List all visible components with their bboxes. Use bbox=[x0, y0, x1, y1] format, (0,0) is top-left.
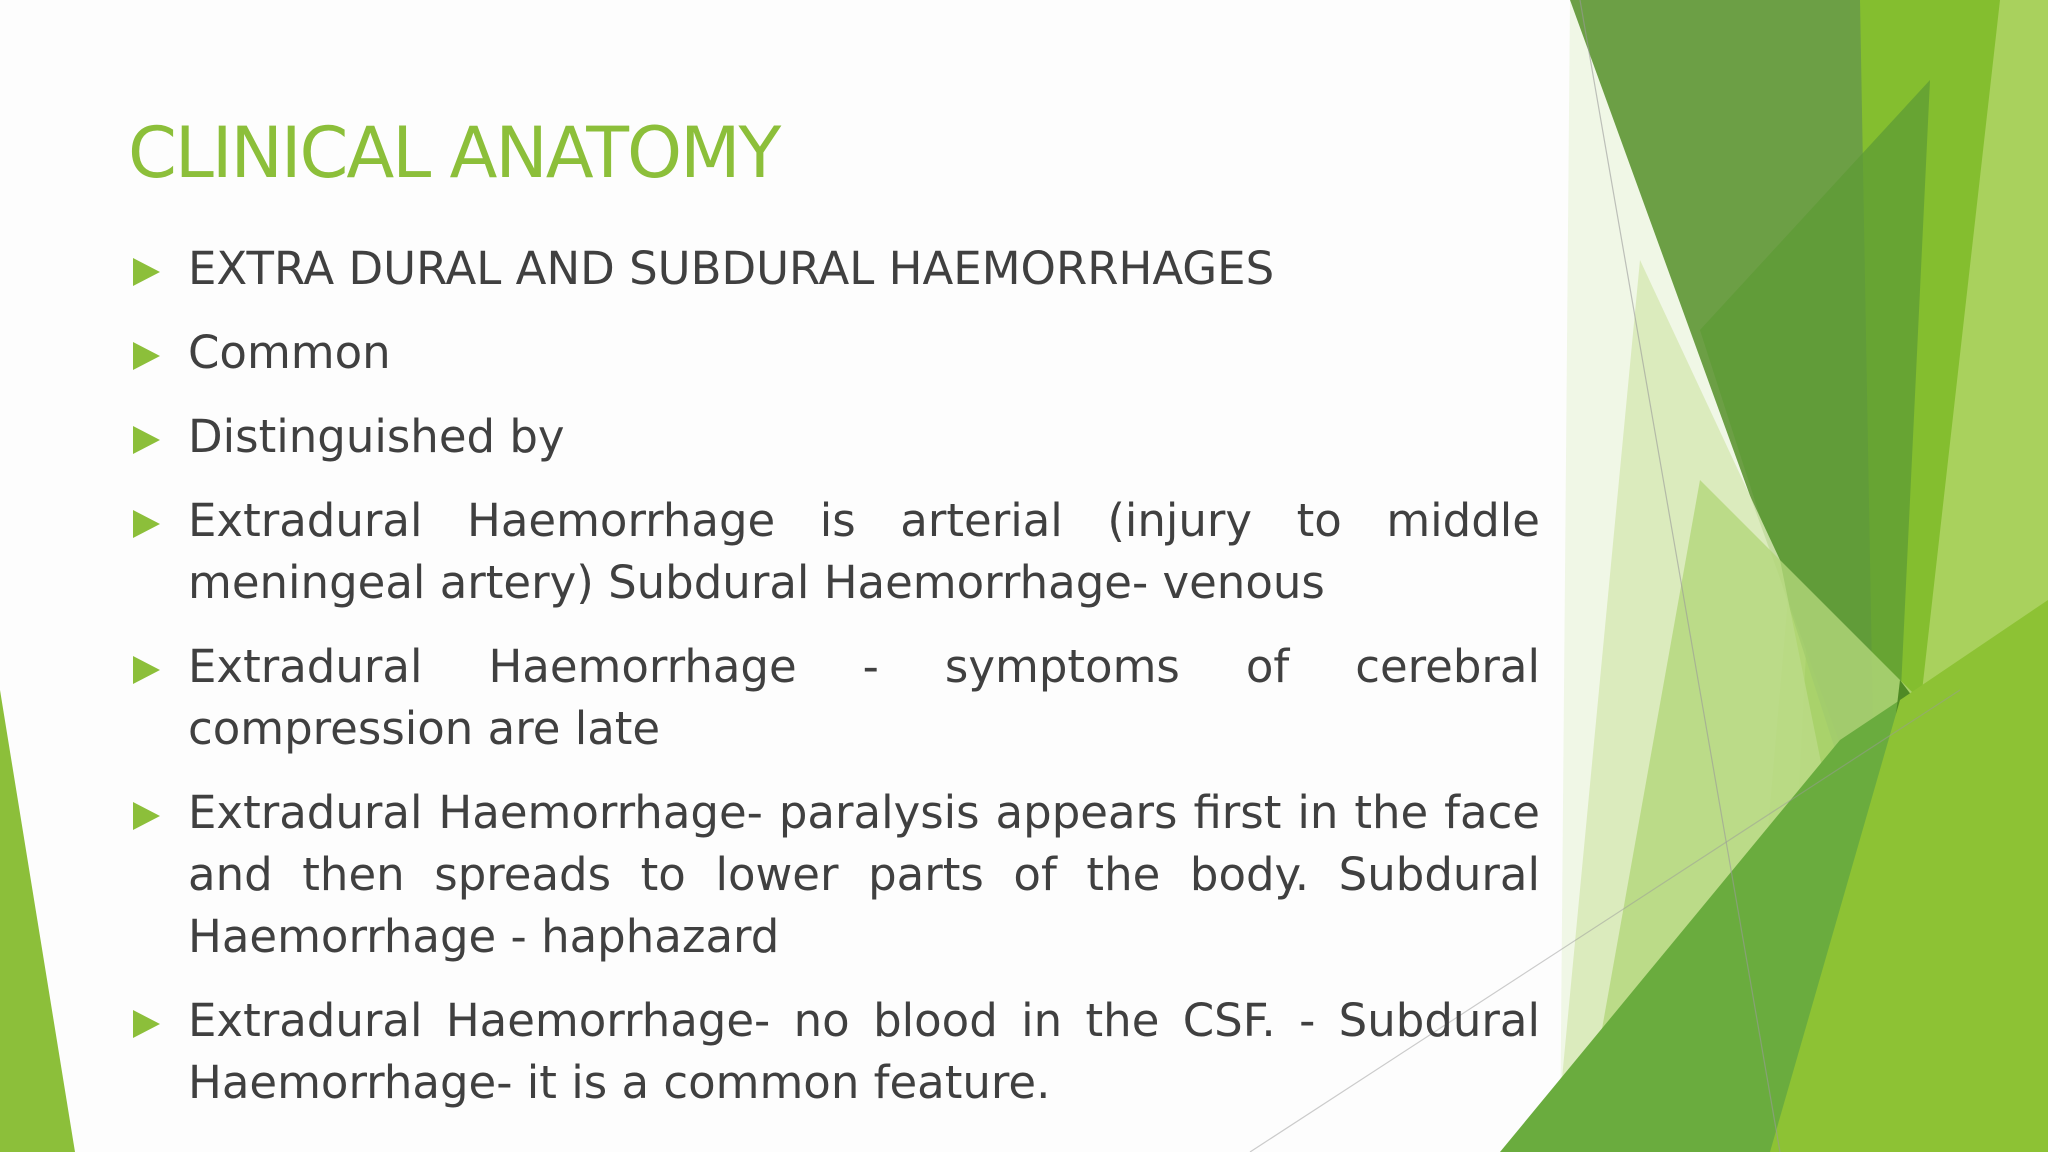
bullet-item bbox=[130, 322, 1540, 384]
bullet-text: Extradural Haemorrhage- paralysis appears first in the face and then spreads to lower parts of the body. Subdural Haemorrhage - haphazard bbox=[188, 786, 1540, 963]
bullet-item bbox=[130, 490, 1540, 614]
bullet-item bbox=[130, 406, 1540, 468]
bullet-text: Extradural Haemorrhage is arterial (injury to middle meningeal artery) Subdural Haemorrhage- venous bbox=[188, 494, 1540, 609]
bullet-item bbox=[130, 636, 1540, 760]
bullet-list bbox=[130, 238, 1540, 1136]
slide-title: CLINICAL ANATOMY bbox=[128, 112, 780, 194]
triangle-bullet-icon bbox=[133, 342, 160, 370]
triangle-bullet-icon bbox=[133, 802, 160, 830]
bullet-item bbox=[130, 782, 1540, 968]
bullet-text: Common bbox=[188, 326, 391, 379]
bullet-text: Extradural Haemorrhage - symptoms of cerebral compression are late bbox=[188, 640, 1540, 755]
left-green-sliver bbox=[0, 690, 75, 1152]
bullet-item bbox=[130, 990, 1540, 1114]
triangle-bullet-icon bbox=[133, 258, 160, 286]
triangle-bullet-icon bbox=[133, 656, 160, 684]
triangle-bullet-icon bbox=[133, 1010, 160, 1038]
bullet-text: EXTRA DURAL AND SUBDURAL HAEMORRHAGES bbox=[188, 242, 1275, 295]
bullet-text: Distinguished by bbox=[188, 410, 565, 463]
triangle-bullet-icon bbox=[133, 426, 160, 454]
triangle-bullet-icon bbox=[133, 510, 160, 538]
bullet-text: Extradural Haemorrhage- no blood in the CSF. - Subdural Haemorrhage- it is a common feature. bbox=[188, 994, 1540, 1109]
bullet-item bbox=[130, 238, 1540, 300]
